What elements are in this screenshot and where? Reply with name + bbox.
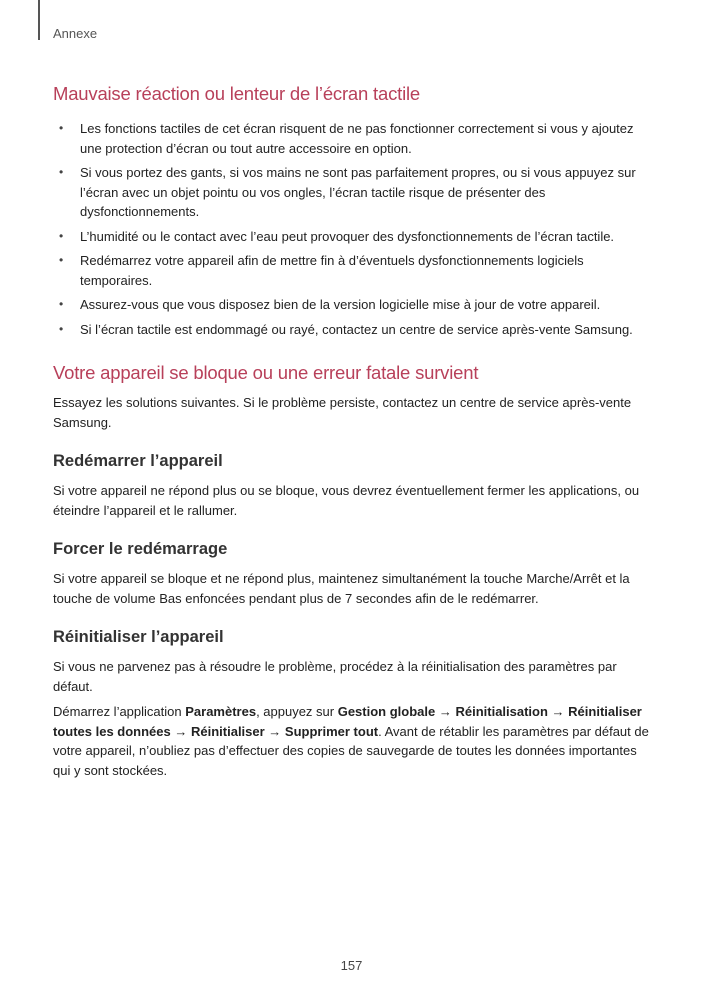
device-freeze-intro: Essayez les solutions suivantes. Si le problème persiste, contactez un centre de service après-vente Samsung. — [53, 395, 632, 430]
menu-path-arrow: → — [264, 723, 285, 739]
bullet-dot-icon: • — [59, 253, 64, 267]
page-content — [53, 82, 653, 780]
touchscreen-bullet-list — [53, 119, 653, 339]
reset-text-intro: Si vous ne parvenez pas à résoudre le problème, procédez à la réinitialisation des paramètres par défaut. — [53, 659, 617, 694]
section-title-device-freeze: Votre appareil se bloque ou une erreur fatale survient — [53, 362, 479, 383]
bullet-dot-icon: • — [59, 121, 64, 135]
list-item-text: Les fonctions tactiles de cet écran risquent de ne pas fonctionner correctement si vous y ajoutez une protection d’écran ou tout autre accessoire en option. — [80, 121, 634, 156]
menu-path-reset: Réinitialisation — [455, 704, 548, 719]
subsection-title-restart: Redémarrer l’appareil — [53, 452, 223, 470]
list-item-text: Si vous portez des gants, si vos mains ne sont pas parfaitement propres, ou si vous appuyez sur l’écran avec un objet pointu ou vos ongles, l’écran tactile risque de présenter des dysfonctionnements. — [80, 165, 636, 219]
list-item-text: Assurez-vous que vous disposez bien de la version logicielle mise à jour de votre appareil. — [80, 297, 601, 312]
reset-text-instructions — [53, 702, 653, 780]
menu-path-delete-all: Supprimer tout — [284, 723, 379, 739]
page-number: 157 — [340, 958, 363, 973]
menu-path-arrow: → — [170, 723, 191, 739]
menu-path-factory-reset: Réinitialiser toutes les données — [53, 704, 642, 739]
list-item — [53, 295, 653, 315]
subsection-title-reset: Réinitialiser l’appareil — [53, 628, 224, 646]
list-item — [53, 163, 653, 222]
menu-path-reset-button: Réinitialiser — [190, 723, 265, 739]
list-item-text: Si l’écran tactile est endommagé ou rayé, contactez un centre de service après-vente Samsung. — [80, 321, 633, 337]
list-item — [53, 251, 653, 290]
bullet-dot-icon: • — [59, 165, 64, 179]
list-item — [53, 227, 653, 247]
bullet-dot-icon: • — [59, 228, 64, 243]
menu-path-arrow: → — [547, 704, 569, 719]
bullet-dot-icon: • — [59, 321, 64, 336]
section-title-touchscreen: Mauvaise réaction ou lenteur de l’écran tactile — [53, 83, 420, 104]
header-rule — [38, 0, 40, 40]
force-restart-text: Si votre appareil se bloque et ne répond plus, maintenez simultanément la touche Marche/Arrêt et la touche de volume Bas enfoncées pendant plus de 7 secondes afin de le redémarrer. — [53, 571, 630, 606]
list-item — [53, 119, 653, 158]
subsection-title-force-restart: Forcer le redémarrage — [53, 540, 228, 558]
reset-text-part: . Avant de rétablir les paramètres par défaut de votre appareil, n’oubliez pas d’effectuer des copies de sauvegarde de toutes les données importantes qui y sont stockées. — [53, 723, 649, 778]
reset-text-part: , appuyez sur — [256, 704, 338, 719]
header-label: Annexe — [53, 26, 98, 41]
list-item-text: L’humidité ou le contact avec l’eau peut provoquer des dysfonctionnements de l’écran tactile. — [80, 228, 615, 244]
reset-text-part: Démarrez l’application — [53, 704, 186, 719]
menu-path-general-management: Gestion globale — [337, 704, 436, 719]
list-item-text: Redémarrez votre appareil afin de mettre fin à d’éventuels dysfonctionnements logiciels temporaires. — [80, 253, 584, 288]
list-item — [53, 320, 653, 340]
settings-app-name: Paramètres — [185, 704, 257, 719]
menu-path-arrow: → — [435, 704, 456, 719]
restart-text: Si votre appareil ne répond plus ou se bloque, vous devrez éventuellement fermer les applications, ou éteindre l’appareil et le rallumer. — [53, 483, 640, 518]
bullet-dot-icon: • — [59, 297, 64, 311]
